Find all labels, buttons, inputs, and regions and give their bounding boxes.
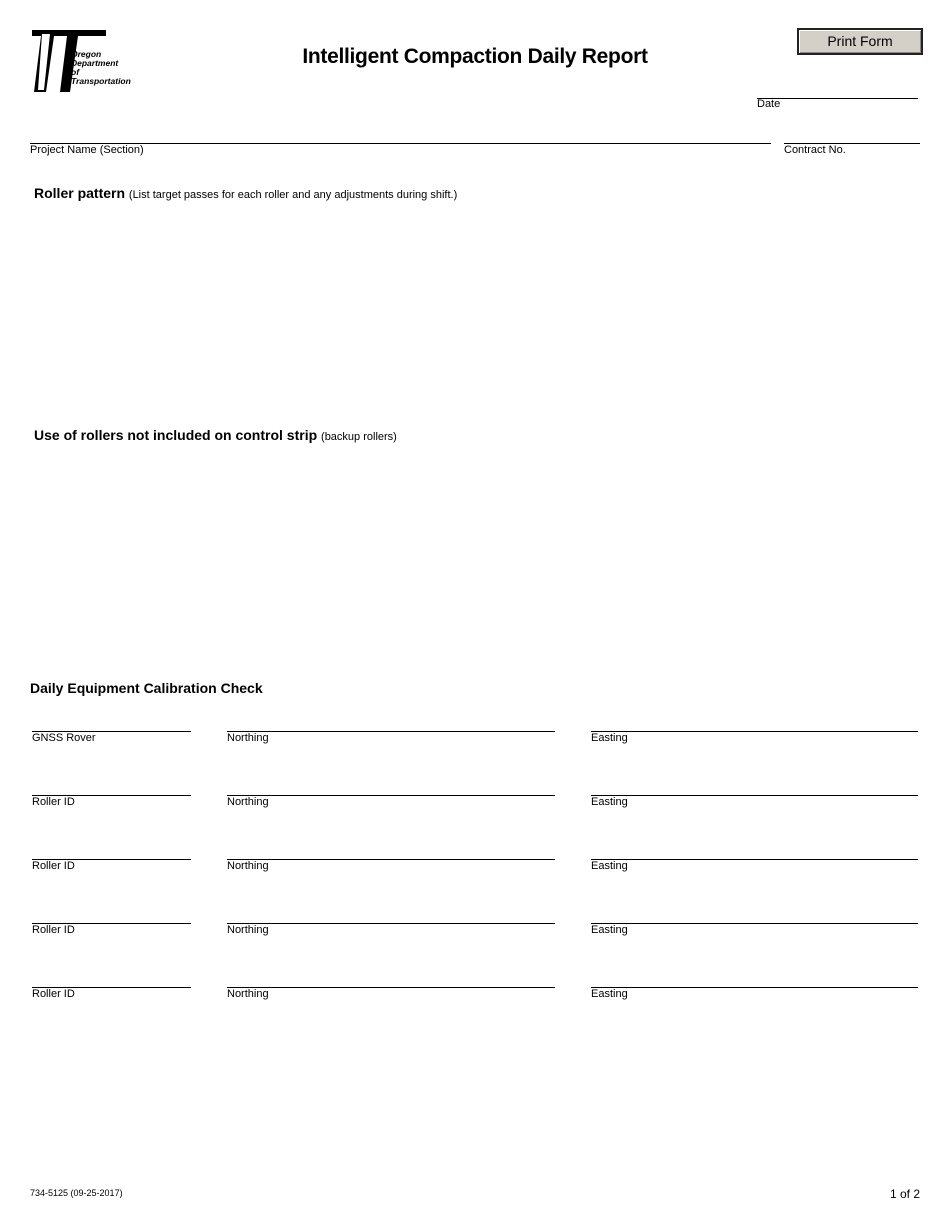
backup-rollers-title: Use of rollers not included on control strip xyxy=(34,427,318,443)
easting-line xyxy=(591,795,918,796)
easting-label: Easting xyxy=(591,988,628,1000)
roller-pattern-textarea[interactable] xyxy=(30,205,920,415)
easting-line xyxy=(591,987,918,988)
project-name-field[interactable] xyxy=(30,115,771,143)
easting-label: Easting xyxy=(591,796,628,808)
easting-label: Easting xyxy=(591,732,628,744)
easting-label: Easting xyxy=(591,924,628,936)
roller-id-field[interactable] xyxy=(32,895,191,923)
logo-line-3: of Transportation xyxy=(71,67,131,86)
logo-line-1: Oregon xyxy=(71,49,102,59)
calib-id-label: Roller ID xyxy=(32,860,75,872)
date-field[interactable] xyxy=(757,70,918,98)
northing-line xyxy=(227,795,555,796)
northing-label: Northing xyxy=(227,860,269,872)
northing-label: Northing xyxy=(227,988,269,1000)
northing-field[interactable] xyxy=(227,831,555,859)
northing-line xyxy=(227,731,555,732)
easting-field[interactable] xyxy=(591,959,918,987)
roller-pattern-heading xyxy=(34,185,457,201)
easting-field[interactable] xyxy=(591,703,918,731)
backup-rollers-note: (backup rollers) xyxy=(321,431,397,443)
roller-id-field[interactable] xyxy=(32,831,191,859)
easting-line xyxy=(591,923,918,924)
roller-id-field[interactable] xyxy=(32,767,191,795)
northing-field[interactable] xyxy=(227,895,555,923)
form-code: 734-5125 (09-25-2017) xyxy=(30,1188,123,1198)
gnss-rover-field[interactable] xyxy=(32,703,191,731)
roller-pattern-note: (List target passes for each roller and any adjustments during shift.) xyxy=(128,189,458,201)
northing-field[interactable] xyxy=(227,767,555,795)
easting-field[interactable] xyxy=(591,767,918,795)
easting-field[interactable] xyxy=(591,831,918,859)
northing-field[interactable] xyxy=(227,703,555,731)
easting-label: Easting xyxy=(591,860,628,872)
page-title: Intelligent Compaction Daily Report xyxy=(302,45,648,68)
northing-line xyxy=(227,923,555,924)
calib-id-label: Roller ID xyxy=(32,796,75,808)
northing-line xyxy=(227,859,555,860)
northing-field[interactable] xyxy=(227,959,555,987)
northing-label: Northing xyxy=(227,796,269,808)
easting-line xyxy=(591,731,918,732)
calib-id-label: GNSS Rover xyxy=(32,732,96,744)
calibration-heading: Daily Equipment Calibration Check xyxy=(30,680,263,696)
northing-label: Northing xyxy=(227,924,269,936)
contract-no-field[interactable] xyxy=(784,115,920,143)
print-form-button[interactable]: Print Form xyxy=(797,28,923,55)
backup-rollers-textarea[interactable] xyxy=(30,448,920,668)
roller-id-field[interactable] xyxy=(32,959,191,987)
northing-label: Northing xyxy=(227,732,269,744)
easting-field[interactable] xyxy=(591,895,918,923)
easting-line xyxy=(591,859,918,860)
backup-rollers-heading xyxy=(34,427,397,443)
calib-id-label: Roller ID xyxy=(32,988,75,1000)
roller-pattern-title: Roller pattern xyxy=(34,185,126,201)
contract-no-label: Contract No. xyxy=(784,144,846,156)
page-number: 1 of 2 xyxy=(889,1187,920,1201)
calib-id-label: Roller ID xyxy=(32,924,75,936)
date-label: Date xyxy=(757,98,781,110)
northing-line xyxy=(227,987,555,988)
logo-line-2: Department xyxy=(71,58,119,68)
date-line xyxy=(757,98,918,99)
project-name-label: Project Name (Section) xyxy=(30,144,144,156)
